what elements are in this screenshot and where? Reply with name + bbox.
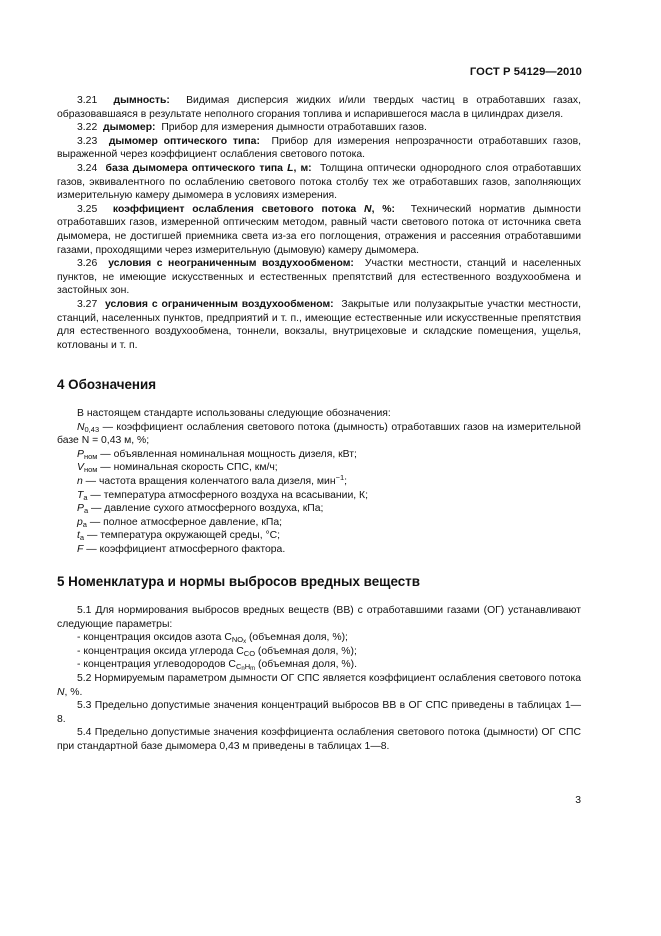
parameter-item: - концентрация оксидов азота $C_{NO_x}$ (объемная доля, %); [77, 632, 348, 646]
term-3-26: 3.26 условия с неограниченным воздухообменом: Участки местности, станций и населенных пунктов, не имеющие искусственных и естественных препятствий для естественного воздухообмена и застойных зон. [57, 258, 581, 297]
symbol-item: F — коэффициент атмосферного фактора. [77, 543, 286, 555]
symbol-item: n — частота вращения коленчатого вала дизеля, мин$^{-1}$; [77, 472, 348, 487]
standard-header: ГОСТ Р 54129—2010 [469, 66, 582, 78]
page-number: 3 [575, 795, 581, 806]
term-3-25: 3.25 коэффициент ослабления светового потока N, %: Технический норматив дымности отработавших газов, измеренной оптическим методом, равный части светового потока от источника света дымомера, не достигшей приемника света из-за его поглощения, отражения и рассеяния отработавшими газами, проходящими через измерительную (дымовую) камеру дымомера. [57, 203, 581, 256]
symbol-item: $P_a$ — давление сухого атмосферного воздуха, кПа; [77, 503, 324, 516]
section-4-body [57, 407, 581, 557]
section-4-intro: В настоящем стандарте использованы следующие обозначения: [77, 408, 391, 419]
symbol-item: $t_a$ — температура окружающей среды, °С; [77, 530, 281, 543]
clause-5-2: 5.2 Нормируемым параметром дымности ОГ СПС является коэффициент ослабления светового потока N, %. [57, 672, 581, 698]
term-3-24: 3.24 база дымомера оптического типа L, м: Толщина оптически однородного слоя отработавших газов, эквивалентного по ослаблению светового потока столбу тех же отработавших газов, заполняющих измерительную камеру дымомера в условиях измерения. [57, 162, 582, 202]
clause-5-3: 5.3 Предельно допустимые значения концентраций выбросов ВВ в ОГ СПС приведены в таблицах 1—8. [57, 700, 581, 725]
section-4-title: 4 Обозначения [57, 377, 157, 392]
symbol-item: $N_{0,43}$ — коэффициент ослабления светового потока (дымность) отработавших газов на измерительной базе N = 0,43 м, %; [57, 421, 581, 447]
term-3-22: 3.22 дымомер: Прибор для измерения дымности отработавших газов. [77, 122, 427, 134]
section-5-title: 5 Номенклатура и нормы выбросов вредных веществ [57, 574, 420, 589]
symbol-item: $T_a$ — температура атмосферного воздуха на всасывании, К; [77, 489, 368, 502]
parameter-item: - концентрация оксида углерода $C_{CO}$ (объемная доля, %); [77, 645, 357, 658]
symbol-item: $p_a$ — полное атмосферное давление, кПа; [77, 516, 282, 529]
terms-section [57, 94, 581, 352]
section-5-body [57, 604, 581, 754]
symbol-item: $V_{ном}$ — номинальная скорость СПС, км/ч; [77, 462, 278, 475]
clause-5-1: 5.1 Для нормирования выбросов вредных веществ (ВВ) с отработавшими газами (ОГ) устанавливают следующие параметры: [57, 605, 581, 630]
term-3-23: 3.23 дымомер оптического типа: Прибор для измерения непрозрачности отработавших газов, выраженной через коэффициент ослабления светового потока. [57, 135, 582, 161]
clause-5-4: 5.4 Предельно допустимые значения коэффициента ослабления светового потока (дымности) ОГ СПС при стандартной базе дымомера 0,43 м приведены в таблицах 1—8. [57, 727, 581, 752]
term-3-21: 3.21 дымность: Видимая дисперсия жидких и/или твердых частиц в отработавших газах, образовавшаяся в результате неполного сгорания топлива и испарившегося масла в цилиндрах дизеля. [57, 95, 582, 120]
symbol-item: $P_{ном}$ — объявленная номинальная мощность дизеля, кВт; [77, 448, 357, 461]
parameter-item: - концентрация углеводородов $C_{C_nH_m}$ (объемная доля, %). [77, 659, 357, 673]
term-3-27: 3.27 условия с ограниченным воздухообменом: Закрытые или полузакрытые участки местности, станций, населенных пунктов, предприятий и т. п., имеющие естественные или искусственные препятствия для естественного воздухообмена, тоннели, вокзалы, внутрицеховые и складские помещения, ущелья, котлованы и т. п. [57, 298, 581, 351]
